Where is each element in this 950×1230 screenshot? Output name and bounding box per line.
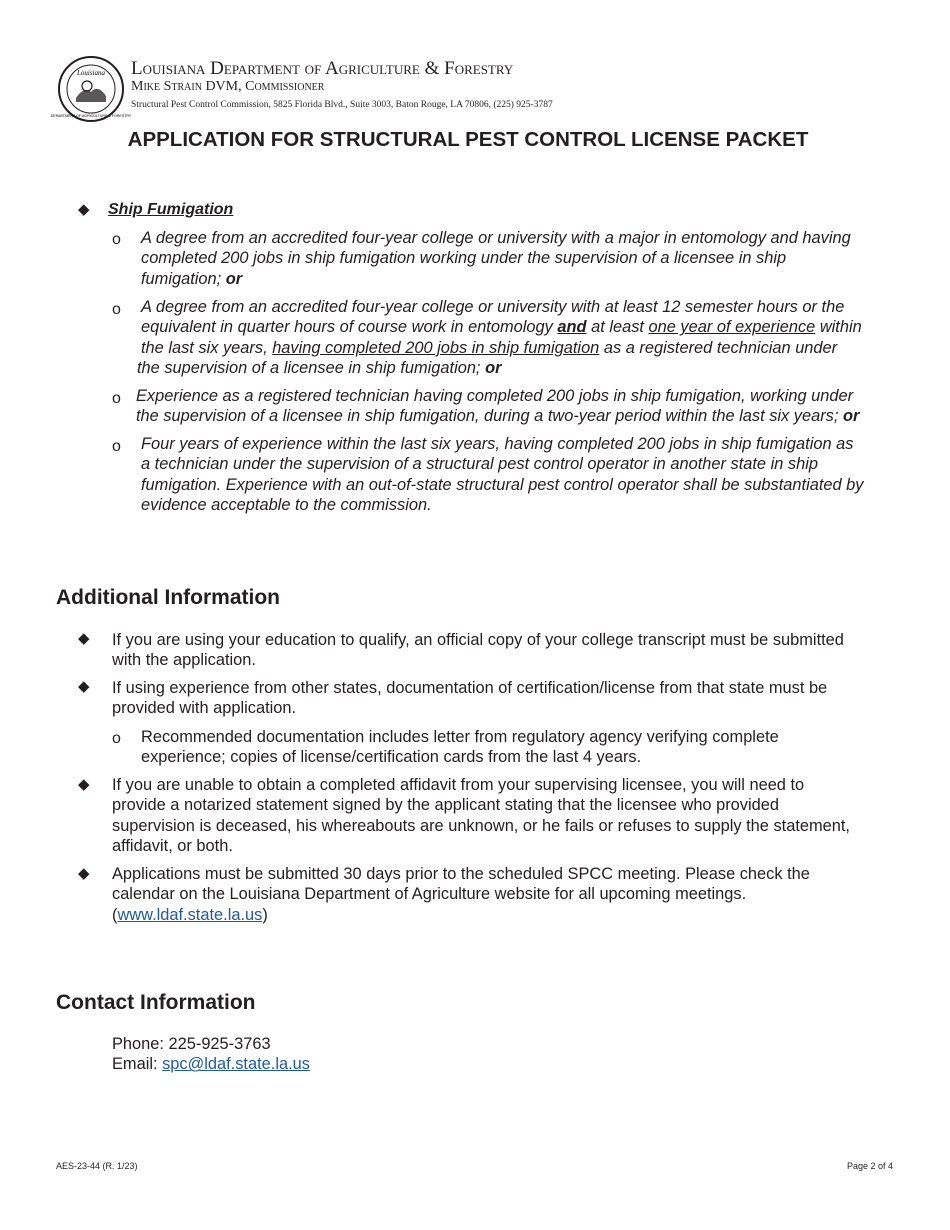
commissioner-name: Mike Strain DVM, Commissioner [131, 79, 325, 94]
ship-requirement-3: Experience as a registered technician having completed 200 jobs in ship fumigation, working under the supervision of a licensee in ship fumigation, during a two-year period within the last six years; or [136, 387, 860, 426]
diamond-bullet-icon: ◆ [78, 678, 90, 695]
diamond-bullet-icon: ◆ [78, 201, 90, 218]
sub-bullet-icon: o [112, 231, 121, 248]
diamond-bullet-icon: ◆ [78, 865, 90, 882]
ldaf-seal-logo [50, 56, 132, 122]
info-transcript: If you are using your education to qualify, an official copy of your college transcript must be submitted with the application. [112, 631, 844, 670]
contact-information-heading: Contact Information [56, 991, 256, 1014]
form-number: AES-23-44 (R. 1/23) [56, 1161, 138, 1171]
sub-bullet-icon: o [112, 438, 121, 455]
page-number: Page 2 of 4 [846, 1161, 893, 1171]
page-title: APPLICATION FOR STRUCTURAL PEST CONTROL LICENSE PACKET [127, 128, 809, 151]
ship-fumigation-heading: Ship Fumigation [108, 201, 234, 218]
diamond-bullet-icon: ◆ [78, 776, 90, 793]
diamond-bullet-icon: ◆ [78, 630, 90, 647]
sub-bullet-icon: o [112, 730, 121, 747]
ldaf-website-link[interactable]: www.ldaf.state.la.us [117, 905, 263, 924]
contact-phone: Phone: 225-925-3763 [112, 1035, 271, 1053]
info-recommended-docs: Recommended documentation includes letter from regulatory agency verifying complete experience; copies of license/certification cards from the last 4 years. [141, 728, 779, 767]
info-other-states: If using experience from other states, documentation of certification/license from that state must be provided with application. [112, 679, 828, 718]
seal-ring-text: DEPARTMENT OF AGRICULTURE & FORESTRY [50, 114, 132, 118]
info-submission-deadline: Applications must be submitted 30 days prior to the scheduled SPCC meeting. Please check the calendar on the Louisiana Department of Agriculture website for all upcoming meetings. (www.ldaf.state.la.us) [112, 865, 810, 924]
contact-details [112, 1034, 310, 1075]
department-name: Louisiana Department of Agriculture & Forestry [131, 58, 514, 79]
ship-requirement-2: A degree from an accredited four-year college or university with at least 12 semester hours or the equivalent in quarter hours of course work in entomology and at least one year of experience within the last six years, having completed 200 jobs in ship fumigation as a registered technician under the supervision of a licensee in ship fumigation; or [137, 298, 862, 378]
sub-bullet-icon: o [112, 390, 121, 407]
sub-bullet-icon: o [112, 301, 121, 318]
ship-requirement-4: Four years of experience within the last six years, having completed 200 jobs in ship fumigation as a technician under the supervision of a structural pest control operator in another state in ship fumigation. Experience with an out-of-state structural pest control operator shall be substantiated by evidence acceptable to the commission. [141, 435, 864, 515]
commission-address: Structural Pest Control Commission, 5825 Florida Blvd., Suite 3003, Baton Rouge, LA 70806, (225) 925-3787 [131, 100, 553, 110]
additional-information-heading: Additional Information [56, 586, 280, 609]
email-link[interactable]: spc@ldaf.state.la.us [162, 1055, 310, 1074]
ship-requirement-1: A degree from an accredited four-year college or university with a major in entomology and having completed 200 jobs in ship fumigation working under the supervision of a licensee in ship fumigation; or [141, 229, 851, 288]
seal-script-text: Louisiana [76, 69, 106, 77]
contact-email: Email: spc@ldaf.state.la.us [112, 1055, 310, 1074]
info-affidavit: If you are unable to obtain a completed affidavit from your supervising licensee, you will need to provide a notarized statement signed by the applicant stating that the licensee who provided supervision is deceased, his whereabouts are unknown, or he fails or refuses to supply the statement, affidavit, or both. [112, 776, 850, 856]
